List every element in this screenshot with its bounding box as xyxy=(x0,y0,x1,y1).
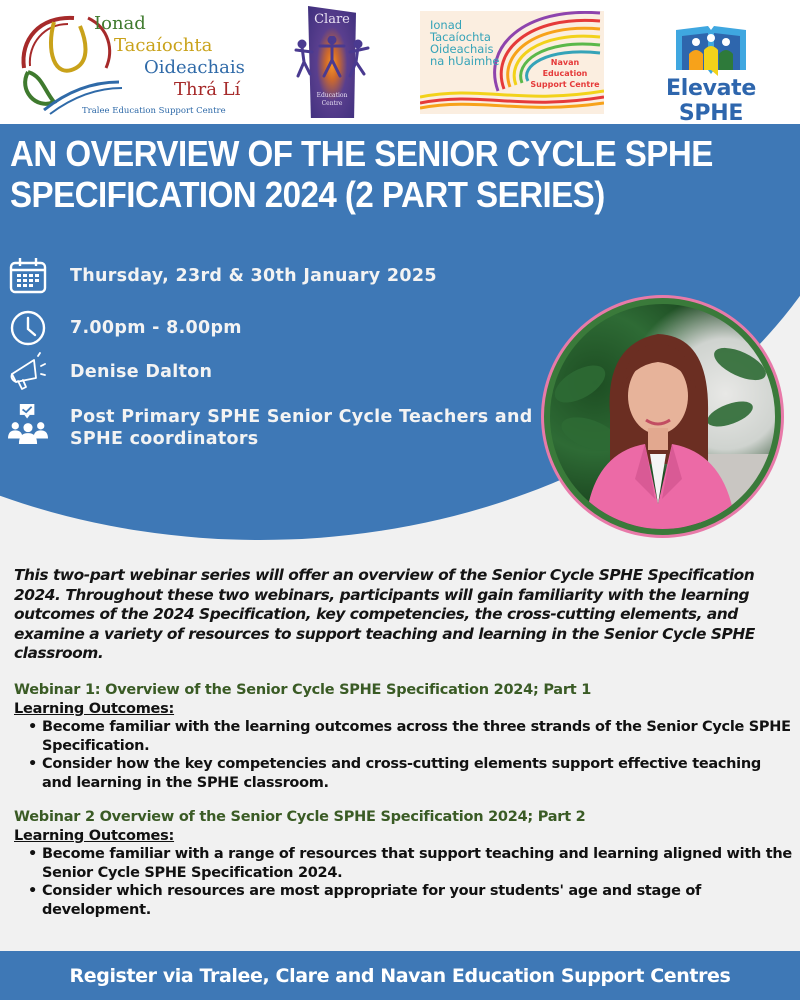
bullet-icon: • xyxy=(28,883,37,899)
navan-logo-english-text xyxy=(530,57,600,90)
event-audience-row xyxy=(8,404,540,450)
webinar-1-title: Webinar 1: Overview of the Senior Cycle SPHE Specification 2024; Part 1 xyxy=(14,682,592,698)
event-date-row xyxy=(8,256,437,296)
navan-education-support-centre-logo xyxy=(420,11,604,114)
calendar-icon xyxy=(8,256,48,296)
navan-en-line-3: Support Centre xyxy=(530,80,600,89)
megaphone-icon xyxy=(8,352,48,392)
navan-en-line-1: Navan xyxy=(550,58,580,67)
clock-icon xyxy=(8,308,48,348)
event-time-row xyxy=(8,308,242,348)
outcome-text: Consider which resources are most appropriate for your students' age and stage of development. xyxy=(42,883,702,918)
tralee-logo-subtitle: Tralee Education Support Centre xyxy=(82,106,226,116)
webinar-1-section xyxy=(14,681,794,792)
outcome-text: Become familiar with the learning outcomes across the three strands of the Senior Cycle SPHE Specification. xyxy=(42,719,791,754)
dancing-figures-icon xyxy=(292,36,372,86)
list-item xyxy=(26,845,794,882)
logo-bar xyxy=(0,0,800,127)
outcome-text: Become familiar with a range of resources that support teaching and learning aligned with the Senior Cycle SPHE Specification 2024. xyxy=(42,846,792,881)
list-item xyxy=(26,755,794,792)
outcome-text: Consider how the key competencies and cross-cutting elements support effective teaching and learning in the SPHE classroom. xyxy=(42,756,761,791)
event-date: Thursday, 23rd & 30th January 2025 xyxy=(70,266,437,286)
event-speaker-row xyxy=(8,352,212,392)
clare-logo-subtitle: Education Centre xyxy=(316,92,348,107)
series-description: This two-part webinar series will offer an overview of the Senior Cycle SPHE Specification 2024. Throughout these two webinars, participants will gain familiarity with the learning outcomes of the 2024 Specification, key competencies, the cross-cutting elements, and examine a variety of resources to support teaching and learning in the Senior Cycle SPHE classroom. xyxy=(14,566,755,662)
speaker-photo xyxy=(544,298,781,535)
webinar-1-outcomes-label: Learning Outcomes: xyxy=(14,701,175,717)
speaker-photo-frame xyxy=(541,295,784,538)
webinar-2-title: Webinar 2 Overview of the Senior Cycle SPHE Specification 2024; Part 2 xyxy=(14,809,586,825)
list-item xyxy=(26,718,794,755)
bullet-icon: • xyxy=(28,846,37,862)
list-item xyxy=(26,882,794,919)
clare-education-centre-logo xyxy=(290,6,370,118)
tralee-education-support-centre-logo xyxy=(14,10,259,118)
navan-line-2: Tacaíochta xyxy=(430,30,491,44)
clare-logo-title: Clare xyxy=(314,12,350,27)
navan-line-3: Oideachais xyxy=(430,42,494,56)
group-icon xyxy=(8,404,48,444)
navan-line-1: Ionad xyxy=(430,18,463,32)
navan-en-line-2: Education xyxy=(542,69,588,78)
registration-text: Register via Tralee, Clare and Navan Education Support Centres xyxy=(69,964,731,987)
tralee-logo-line-3: Oideachais xyxy=(144,57,245,78)
page-title: AN OVERVIEW OF THE SENIOR CYCLE SPHE SPECIFICATION 2024 (2 PART SERIES) xyxy=(10,133,713,215)
speaker-portrait-icon xyxy=(550,304,775,529)
bullet-icon: • xyxy=(28,756,37,772)
elevate-sphe-logo xyxy=(636,26,786,126)
book-people-icon xyxy=(674,26,748,76)
navan-logo-irish-text xyxy=(430,19,500,67)
tralee-logo-line-1: Ionad xyxy=(94,13,146,34)
tralee-logo-line-2: Tacaíochta xyxy=(114,35,213,56)
webinar-2-outcomes-list xyxy=(26,845,794,919)
event-time: 7.00pm - 8.00pm xyxy=(70,318,242,338)
bullet-icon: • xyxy=(28,719,37,735)
navan-line-4: na hUaimhe xyxy=(430,54,500,68)
registration-footer xyxy=(0,951,800,1000)
speaker-name: Denise Dalton xyxy=(70,362,213,382)
webinar-2-section xyxy=(14,808,794,919)
elevate-sphe-wordmark: Elevate SPHE xyxy=(665,76,756,126)
webinar-2-outcomes-label: Learning Outcomes: xyxy=(14,828,175,844)
target-audience: Post Primary SPHE Senior Cycle Teachers and SPHE coordinators xyxy=(70,407,533,449)
tralee-logo-line-4: Thrá Lí xyxy=(174,79,241,100)
webinar-1-outcomes-list xyxy=(26,718,794,792)
